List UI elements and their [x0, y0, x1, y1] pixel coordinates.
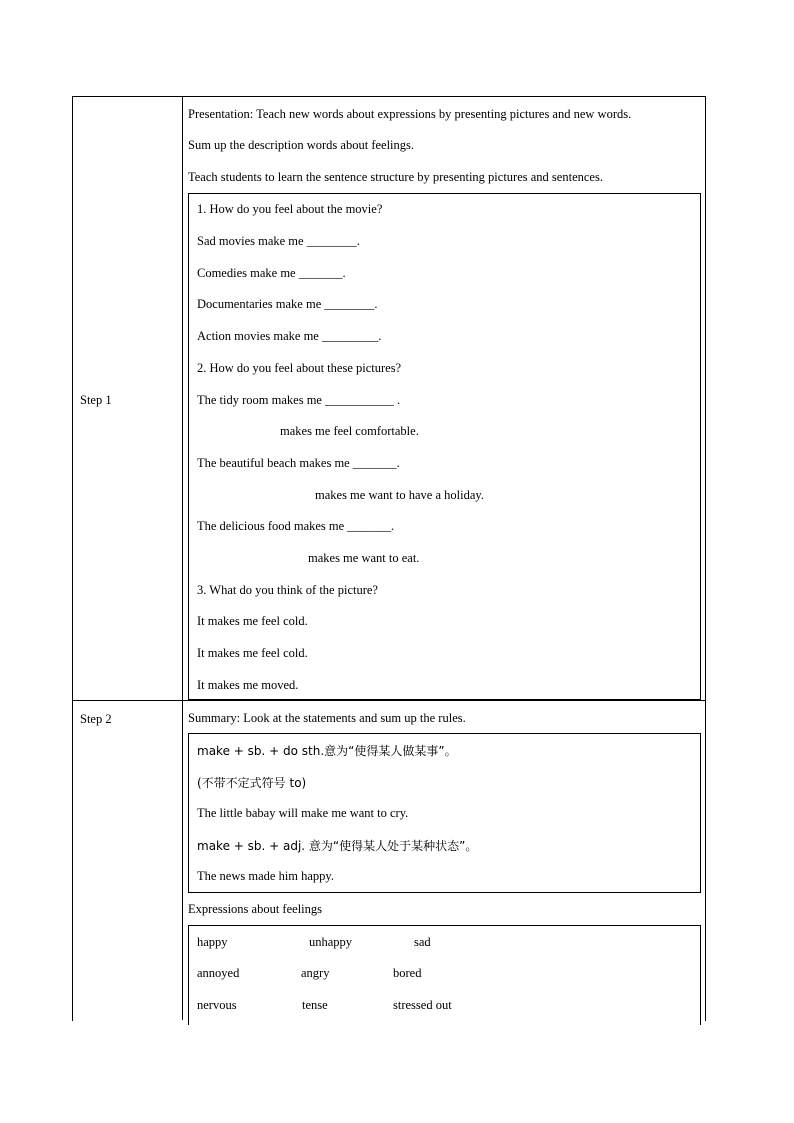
sentence-tidy-room: The tidy room makes me ___________ .	[197, 393, 401, 407]
rule-2: make + sb. + adj. 意为“使得某人处于某种状态”。	[197, 839, 478, 853]
word-bored: bored	[393, 966, 422, 980]
sentence-comedies: Comedies make me _______.	[197, 266, 346, 280]
step2-label: Step 2	[80, 712, 112, 726]
column-divider	[182, 97, 183, 1020]
rule-1-example: The little babay will make me want to cry.	[197, 806, 409, 820]
word-annoyed: annoyed	[197, 966, 240, 980]
word-angry: angry	[301, 966, 330, 980]
sentence-comfortable: makes me feel comfortable.	[280, 424, 419, 438]
step2-summary: Summary: Look at the statements and sum up the rules.	[188, 711, 466, 725]
word-tense: tense	[302, 998, 328, 1012]
sentence-moved: It makes me moved.	[197, 678, 299, 692]
expressions-box	[188, 925, 701, 1025]
step1-intro-1: Presentation: Teach new words about expressions by presenting pictures and new words.	[188, 107, 632, 121]
sentence-cold-1: It makes me feel cold.	[197, 614, 308, 628]
sentence-beach: The beautiful beach makes me _______.	[197, 456, 400, 470]
expressions-title: Expressions about feelings	[188, 902, 323, 916]
sentence-sad-movies: Sad movies make me ________.	[197, 234, 360, 248]
sentence-action-movies: Action movies make me _________.	[197, 329, 382, 343]
rule-1: make + sb. + do sth.意为“使得某人做某事”。	[197, 744, 457, 758]
word-stressed-out: stressed out	[393, 998, 452, 1012]
question-2: 2. How do you feel about these pictures?	[197, 361, 402, 375]
sentence-cold-2: It makes me feel cold.	[197, 646, 308, 660]
step1-intro-3: Teach students to learn the sentence structure by presenting pictures and sentences.	[188, 170, 603, 184]
word-happy: happy	[197, 935, 228, 949]
rules-box	[188, 733, 701, 893]
sentence-want-to-eat: makes me want to eat.	[308, 551, 420, 565]
rule-1-note: (不带不定式符号 to)	[197, 776, 307, 790]
question-3: 3. What do you think of the picture?	[197, 583, 378, 597]
question-1: 1. How do you feel about the movie?	[197, 202, 383, 216]
sentence-holiday: makes me want to have a holiday.	[315, 488, 484, 502]
sentence-documentaries: Documentaries make me ________.	[197, 297, 378, 311]
word-sad: sad	[414, 935, 431, 949]
word-unhappy: unhappy	[309, 935, 353, 949]
lesson-table	[72, 96, 706, 1021]
step1-intro-2: Sum up the description words about feelings.	[188, 138, 415, 152]
step1-exercise-box	[188, 193, 701, 700]
rule-2-example: The news made him happy.	[197, 869, 334, 883]
sentence-food: The delicious food makes me _______.	[197, 519, 395, 533]
word-nervous: nervous	[197, 998, 237, 1012]
row-divider	[73, 700, 705, 701]
step1-label: Step 1	[80, 393, 112, 407]
